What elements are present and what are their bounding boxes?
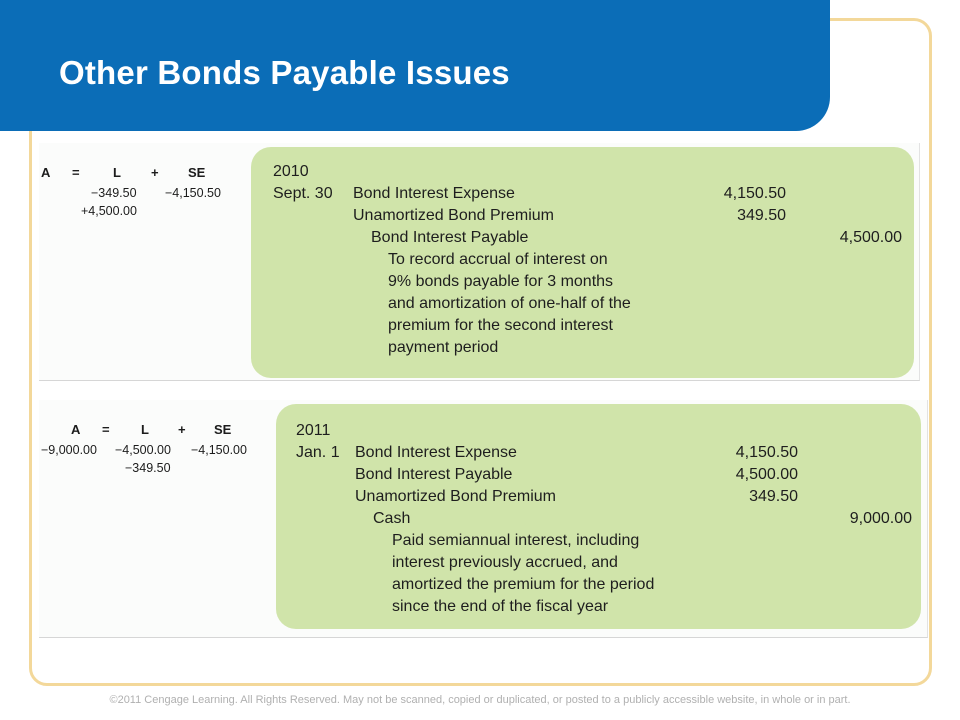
account-name: Bond Interest Payable xyxy=(355,466,513,483)
account-name: Cash xyxy=(373,510,411,527)
credit-amount: 4,500.00 xyxy=(839,229,902,246)
explanation-line: since the end of the fiscal year xyxy=(392,598,609,615)
explanation-line: payment period xyxy=(388,339,499,356)
equation-se-value-1: −4,150.00 xyxy=(191,443,247,457)
equation-equals-sign: = xyxy=(72,165,80,180)
equation-l-value-2: −349.50 xyxy=(125,461,171,475)
explanation-line: interest previously accrued, and xyxy=(392,554,618,571)
equation-se-value-1: −4,150.50 xyxy=(165,186,221,200)
explanation-line: and amortization of one-half of the xyxy=(388,295,631,312)
account-name: Bond Interest Payable xyxy=(371,229,529,246)
explanation-line: amortized the premium for the period xyxy=(392,576,655,593)
account-name: Bond Interest Expense xyxy=(355,444,517,461)
equation-plus-sign: + xyxy=(151,165,159,180)
journal-entry-panel-2 xyxy=(39,400,928,638)
journal-entry-box-1 xyxy=(251,147,914,378)
debit-amount: 4,150.50 xyxy=(723,185,786,202)
entry-date: Jan. 1 xyxy=(296,444,340,461)
copyright-notice: ©2011 Cengage Learning. All Rights Reserved. May not be scanned, copied or duplicated, or posted to a publicly accessible website, in whole or in part. xyxy=(109,694,851,706)
equation-equals-sign: = xyxy=(102,422,110,437)
debit-amount: 4,500.00 xyxy=(735,466,798,483)
account-name: Bond Interest Expense xyxy=(353,185,515,202)
accounting-equation-1 xyxy=(39,143,249,233)
accounting-equation-2 xyxy=(39,400,271,490)
debit-amount: 349.50 xyxy=(749,488,798,505)
equation-l-label: L xyxy=(113,165,121,180)
explanation-line: premium for the second interest xyxy=(388,317,613,334)
entry-year: 2010 xyxy=(273,163,309,180)
equation-se-label: SE xyxy=(214,422,232,437)
equation-a-label: A xyxy=(71,422,81,437)
entry-date: Sept. 30 xyxy=(273,185,333,202)
debit-amount: 349.50 xyxy=(737,207,786,224)
equation-se-label: SE xyxy=(188,165,206,180)
debit-amount: 4,150.50 xyxy=(735,444,798,461)
equation-a-label: A xyxy=(41,165,51,180)
title-bar xyxy=(0,0,830,131)
account-name: Unamortized Bond Premium xyxy=(355,488,556,505)
equation-l-label: L xyxy=(141,422,149,437)
explanation-line: To record accrual of interest on xyxy=(388,251,608,268)
equation-plus-sign: + xyxy=(178,422,186,437)
journal-entry-box-2 xyxy=(276,404,921,629)
equation-l-value-2: +4,500.00 xyxy=(81,204,137,218)
equation-a-value-1: −9,000.00 xyxy=(41,443,97,457)
equation-l-value-1: −4,500.00 xyxy=(115,443,171,457)
credit-amount: 9,000.00 xyxy=(849,510,912,527)
entry-year: 2011 xyxy=(296,422,331,439)
explanation-line: Paid semiannual interest, including xyxy=(392,532,640,549)
explanation-line: 9% bonds payable for 3 months xyxy=(388,273,614,290)
equation-l-value-1: −349.50 xyxy=(91,186,137,200)
slide-title: Other Bonds Payable Issues xyxy=(59,54,510,91)
account-name: Unamortized Bond Premium xyxy=(353,207,554,224)
journal-entry-panel-1 xyxy=(39,143,920,381)
